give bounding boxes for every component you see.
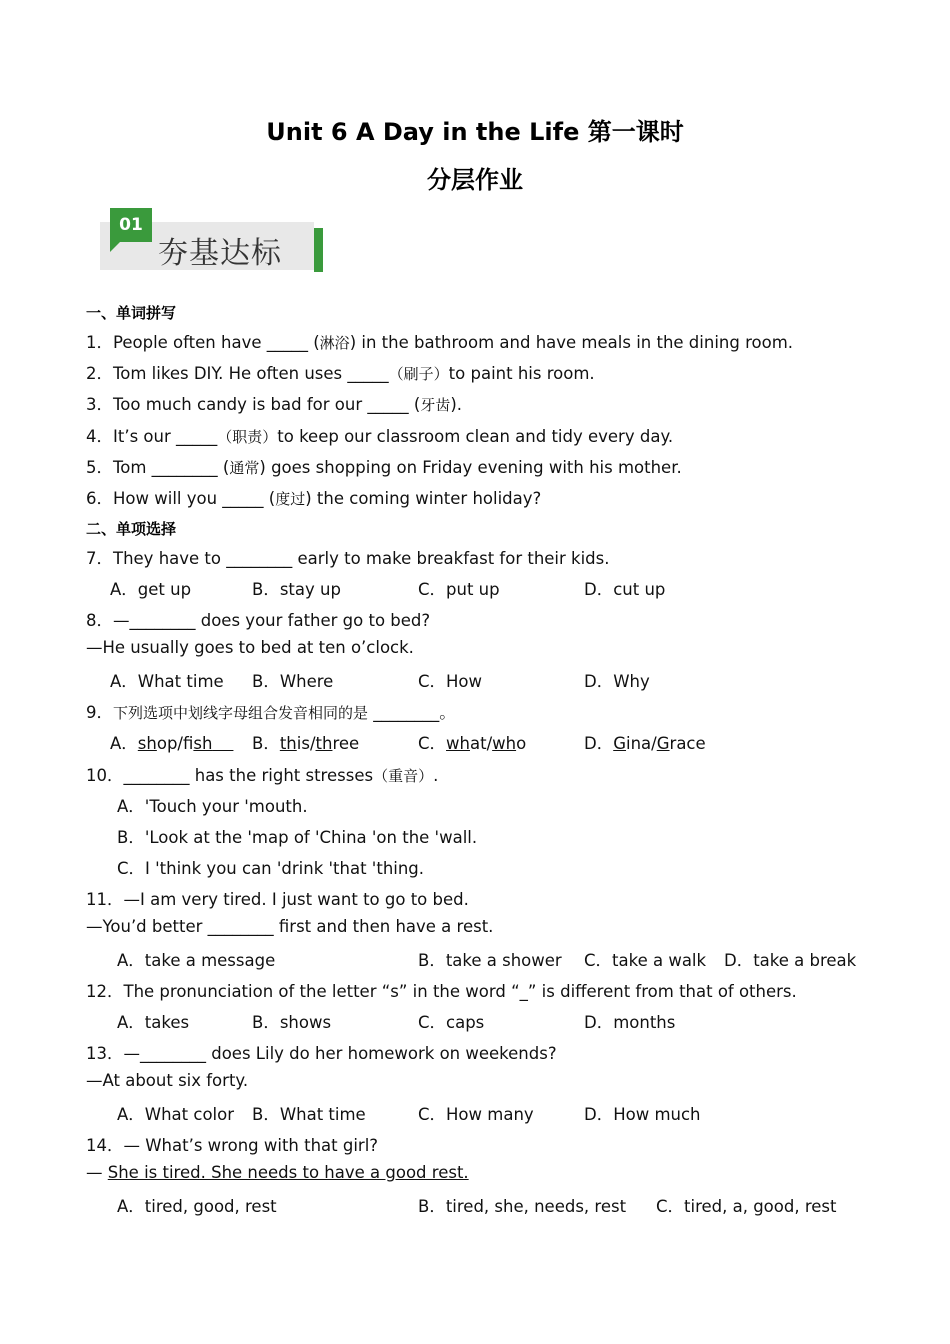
q9-a-mid: op/fi — [156, 734, 194, 753]
q14-dash: — — [86, 1163, 108, 1182]
banner-number-tag: 01 — [110, 208, 152, 242]
q9-b-ul2: th — [315, 734, 333, 753]
question-1 — [86, 329, 793, 353]
q1-text-b: ) in the bathroom and have meals in the dining room. — [349, 333, 794, 352]
q4-text-b: to keep our classroom clean and tidy every day. — [277, 427, 674, 446]
q12-option-d[interactable]: D．months — [584, 1013, 676, 1032]
q9-c-end: o — [516, 734, 527, 753]
question-2 — [86, 360, 595, 384]
q8-option-c[interactable]: C．How — [418, 672, 483, 691]
q10-stem-b: . — [433, 766, 439, 785]
q12-option-c[interactable]: C．caps — [418, 1013, 485, 1032]
q10-stem-a: 10．________ has the right stresses — [86, 766, 374, 785]
question-14: 14．— What’s wrong with that girl? — [86, 1136, 379, 1155]
q9-d-ul2: G — [656, 734, 670, 753]
question-7: 7．They have to ________ early to make breakfast for their kids. — [86, 549, 610, 568]
q9-option-d[interactable] — [584, 730, 706, 754]
q9-stem: 下列选项中划线字母组合发音相同的是 — [113, 704, 369, 722]
q10-option-b[interactable]: B．'Look at the 'map of 'China 'on the 'wall. — [117, 828, 478, 847]
q9-b-label: B． — [252, 734, 280, 753]
q9-option-a[interactable] — [110, 730, 233, 754]
q14-option-c[interactable]: C．tired, a, good, rest — [656, 1197, 837, 1216]
q10-hint: （重音） — [373, 767, 434, 785]
question-8: 8．—________ does your father go to bed? — [86, 611, 431, 630]
q8-option-a[interactable]: A．What time — [110, 672, 224, 691]
q9-option-c[interactable] — [418, 730, 526, 754]
q9-b-mid: is/ — [296, 734, 316, 753]
q9-a-label: A． — [110, 734, 138, 753]
q2-hint: （刷子） — [388, 365, 449, 383]
banner-text: 夯基达标 — [158, 236, 282, 271]
q4-hint: （职责） — [217, 428, 278, 446]
q4-text-a: 4．It’s our _____ — [86, 427, 218, 446]
q9-d-end: race — [669, 734, 706, 753]
q6-hint: 度过 — [275, 490, 306, 508]
q3-text-b: ). — [450, 395, 463, 414]
page-title: Unit 6 A Day in the Life 第一课时 — [266, 118, 684, 146]
q9-a-ul2: sh — [193, 734, 213, 753]
q12-option-b[interactable]: B．shows — [252, 1013, 332, 1032]
q13-option-a[interactable]: A．What color — [117, 1105, 235, 1124]
q6-text-a: 6．How will you _____ ( — [86, 489, 276, 508]
q8-answer: —He usually goes to bed at ten o’clock. — [86, 638, 414, 657]
q14-underlined-sentence: She is tired. She needs to have a good rest. — [107, 1163, 469, 1182]
q3-hint: 牙齿 — [420, 396, 451, 414]
q9-d-ul1: G — [613, 734, 627, 753]
question-3 — [86, 391, 462, 415]
q5-hint: 通常 — [229, 459, 260, 477]
q9-number: 9． — [86, 703, 113, 722]
q6-text-b: ) the coming winter holiday? — [305, 489, 542, 508]
q9-b-ul1: th — [279, 734, 297, 753]
q11-answer: —You’d better ________ first and then have a rest. — [86, 917, 494, 936]
q7-option-b[interactable]: B．stay up — [252, 580, 341, 599]
q3-text-a: 3．Too much candy is bad for our _____ ( — [86, 395, 421, 414]
q1-hint: 淋浴 — [319, 334, 350, 352]
q14-option-b[interactable]: B．tired, she, needs, rest — [418, 1197, 627, 1216]
q9-blank: ________。 — [368, 703, 456, 722]
q2-text-a: 2．Tom likes DIY. He often uses _____ — [86, 364, 389, 383]
q2-text-b: to paint his room. — [448, 364, 595, 383]
q13-answer: —At about six forty. — [86, 1071, 249, 1090]
q9-c-ul2: wh — [492, 734, 517, 753]
q12-option-a[interactable]: A．takes — [117, 1013, 190, 1032]
question-13: 13．—________ does Lily do her homework on weekends? — [86, 1044, 557, 1063]
q13-option-b[interactable]: B．What time — [252, 1105, 366, 1124]
question-5 — [86, 454, 682, 478]
q11-option-d[interactable]: D．take a break — [724, 951, 857, 970]
q9-d-label: D． — [584, 734, 614, 753]
q8-option-b[interactable]: B．Where — [252, 672, 334, 691]
q9-d-mid: ina/ — [626, 734, 657, 753]
q9-b-end: ree — [332, 734, 360, 753]
question-4 — [86, 423, 673, 447]
q11-option-a[interactable]: A．take a message — [117, 951, 276, 970]
q10-option-c[interactable]: C．I 'think you can 'drink 'that 'thing. — [117, 859, 425, 878]
banner-green-bar — [314, 228, 323, 272]
question-11: 11．—I am very tired. I just want to go to bed. — [86, 890, 469, 909]
q1-text-a: 1．People often have _____ ( — [86, 333, 320, 352]
question-9 — [86, 699, 456, 723]
q13-option-d[interactable]: D．How much — [584, 1105, 701, 1124]
q9-a-trail — [212, 734, 233, 753]
question-12: 12．The pronunciation of the letter “s” in the word “_” is different from that of others. — [86, 982, 797, 1001]
subtitle-text: 分层作业 — [427, 166, 523, 194]
q9-c-label: C． — [418, 734, 447, 753]
q11-option-c[interactable]: C．take a walk — [584, 951, 707, 970]
section2-header: 二、单项选择 — [86, 520, 177, 538]
q9-c-ul1: wh — [446, 734, 470, 753]
q14-answer — [86, 1163, 469, 1182]
q9-option-b[interactable] — [252, 730, 359, 754]
question-10 — [86, 762, 438, 786]
question-6 — [86, 485, 541, 509]
page-subtitle — [0, 160, 950, 195]
q10-option-a[interactable]: A．'Touch your 'mouth. — [117, 797, 308, 816]
section-banner — [100, 208, 324, 272]
banner-tag-tail — [110, 242, 120, 252]
q7-option-d[interactable]: D．cut up — [584, 580, 666, 599]
q8-option-d[interactable]: D．Why — [584, 672, 650, 691]
q14-option-a[interactable]: A．tired, good, rest — [117, 1197, 277, 1216]
q11-option-b[interactable]: B．take a shower — [418, 951, 562, 970]
section1-header: 一、单词拼写 — [86, 304, 177, 322]
q5-text-b: ) goes shopping on Friday evening with his mother. — [259, 458, 682, 477]
q13-option-c[interactable]: C．How many — [418, 1105, 534, 1124]
q7-option-c[interactable]: C．put up — [418, 580, 500, 599]
q5-text-a: 5．Tom ________ ( — [86, 458, 230, 477]
q7-option-a[interactable]: A．get up — [110, 580, 192, 599]
q9-c-mid: at/ — [469, 734, 493, 753]
q9-a-ul1: sh — [137, 734, 157, 753]
